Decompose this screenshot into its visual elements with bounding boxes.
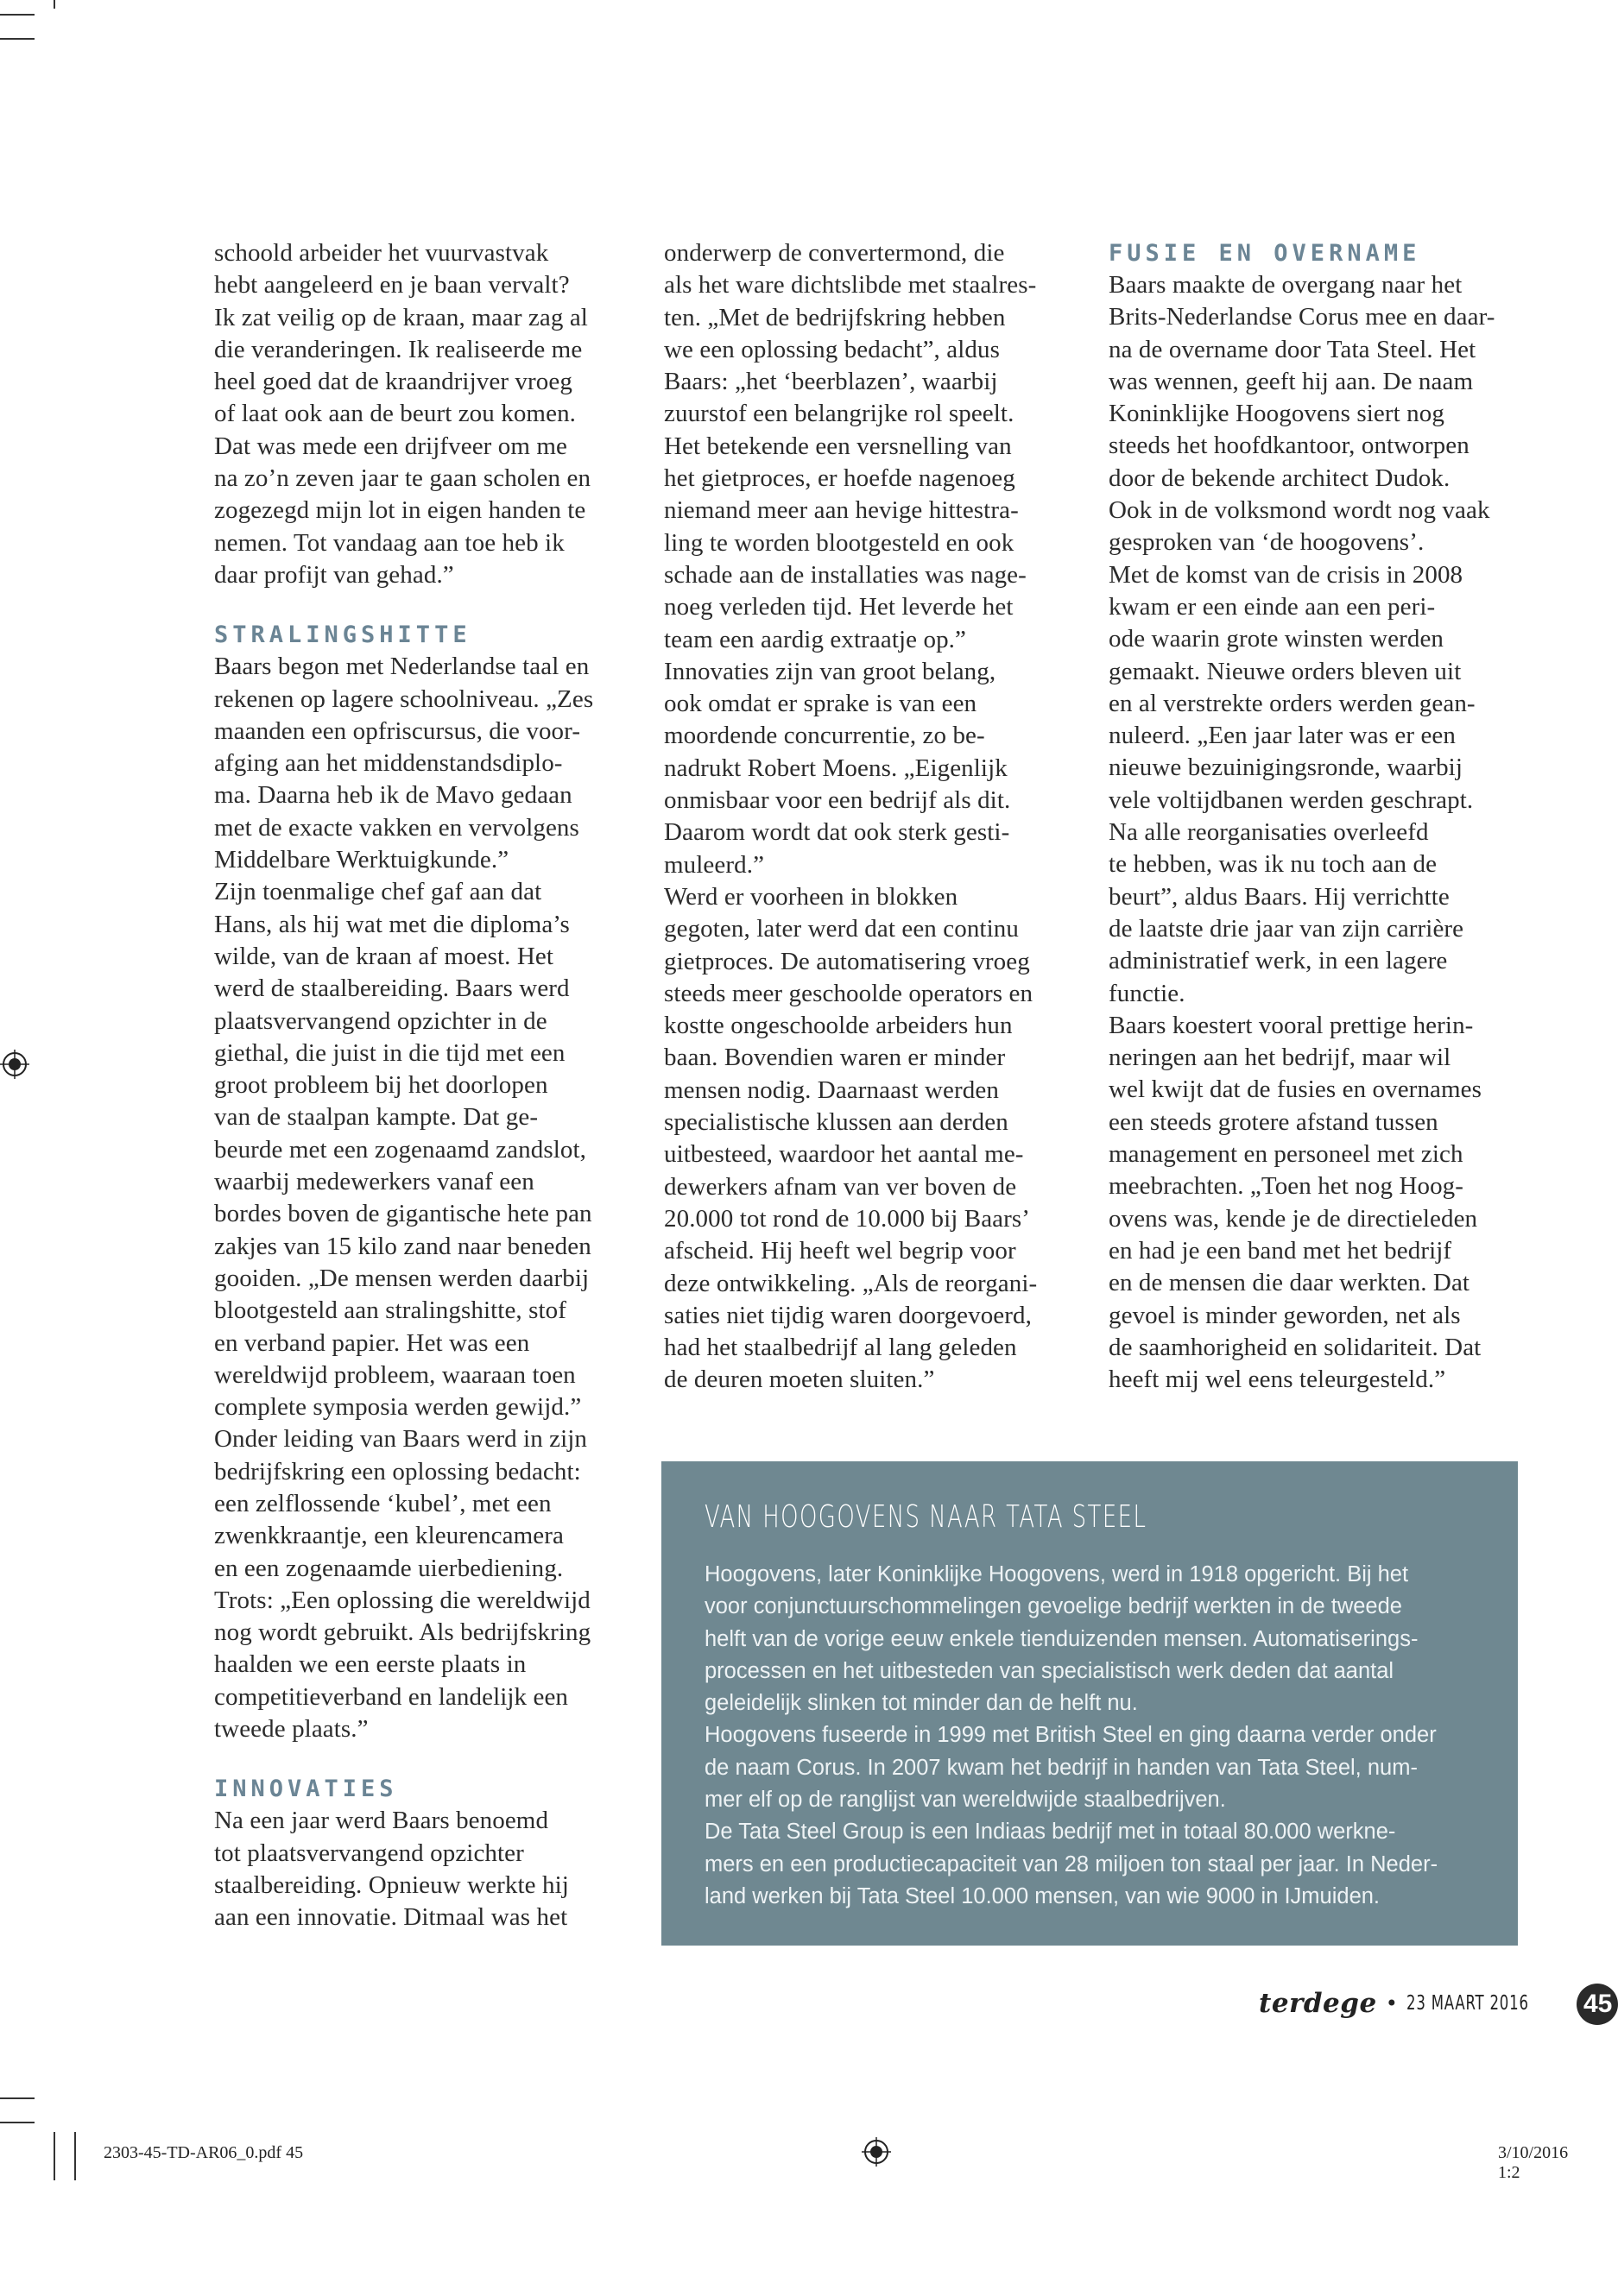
text-line: functie. [1109,979,1185,1007]
column-3-text [1109,269,1523,1396]
print-slug-left: 2303-45-TD-AR06_0.pdf 45 [104,2143,304,2162]
text-line: Dat was mede een drijfveer om me [214,432,568,460]
text-line: en de mensen die daar werkten. Dat [1109,1269,1470,1297]
text-line: zuurstof een belangrijke rol speelt. [664,400,1014,428]
text-line: ovens was, kende je de directieleden [1109,1204,1478,1233]
text-line: bordes boven de gigantische hete pan [214,1200,592,1228]
column-2-text [664,237,1078,1397]
text-line: door de bekende architect Dudok. [1109,464,1451,492]
text-line: beurde met een zogenaamd zandslot, [214,1135,586,1164]
text-line: complete symposia werden gewijd.” [214,1393,582,1422]
text-line: wel kwijt dat de fusies en overnames [1109,1075,1482,1104]
text-line: een steeds grotere afstand tussen [1109,1107,1438,1136]
crop-mark [0,38,35,40]
text-line: met de exacte vakken en vervolgens [214,813,579,842]
text-line: Ik zat veilig op de kraan, maar zag al [214,303,588,331]
text-line: onmisbaar voor een bedrijf als dit. [664,786,1011,815]
folio-separator: • [1385,1991,1398,2015]
text-line: na de overname door Tata Steel. Het [1109,335,1476,363]
text-line: Middelbare Werktuigkunde.” [214,846,509,874]
text-line: voor conjunctuurschommelingen gevoelige bedrijf werkten in de tweede [705,1594,1402,1619]
text-line: deze ontwikkeling. „Als de reorgani- [664,1269,1038,1297]
text-line: saties niet tijdig waren doorgevoerd, [664,1301,1032,1329]
crop-mark [0,2122,35,2123]
info-box-text [705,1559,1480,1913]
text-line: uitbesteed, waardoor het aantal me- [664,1140,1024,1169]
text-line: ode waarin grote winsten werden [1109,625,1444,653]
text-line: we een oplossing bedacht”, aldus [664,335,1000,363]
text-line: steeds meer geschoolde operators en [664,979,1033,1007]
intro-text [214,237,629,591]
text-line: staalbereiding. Opnieuw werkte hij [214,1870,569,1899]
text-line: hebt aangeleerd en je baan vervalt? [214,271,570,300]
section-heading-stralingshitte: STRALINGSHITTE [214,621,471,649]
text-line: Ook in de volksmond wordt nog vaak [1109,496,1490,525]
text-line: heel goed dat de kraandrijver vroeg [214,368,572,396]
text-line: noeg verleden tijd. Het leverde het [664,593,1014,621]
text-line: niemand meer aan hevige hittestra- [664,496,1019,525]
text-line: processen en het uitbesteden van specialistisch werk deden dat aantal [705,1658,1394,1683]
text-line: een zelflossende ‘kubel’, met een [214,1489,552,1517]
text-line: groot probleem bij het doorlopen [214,1071,548,1100]
text-line: team een aardig extraatje op.” [664,625,966,653]
text-line: onderwerp de convertermond, die [664,239,1005,267]
text-line: gegoten, later werd dat een continu [664,915,1019,943]
text-line: Koninklijke Hoogovens siert nog [1109,400,1444,428]
info-box-title: VAN HOOGOVENS NAAR TATA STEEL [705,1499,1147,1535]
page-folio [1259,1984,1559,2022]
text-line: Onder leiding van Baars werd in zijn [214,1425,588,1454]
text-line: die veranderingen. Ik realiseerde me [214,335,583,363]
text-line: muleerd.” [664,850,765,879]
text-line: waarbij medewerkers vanaf een [214,1168,534,1196]
text-line: na zo’n zeven jaar te gaan scholen en [214,464,591,493]
text-line: of laat ook aan de beurt zou komen. [214,400,577,428]
text-line: Het betekende een versnelling van [664,432,1012,460]
text-line: ten. „Met de bedrijfskring hebben [664,303,1006,331]
text-line: dewerkers afnam van ver boven de [664,1172,1017,1201]
text-line: tweede plaats.” [214,1715,369,1744]
crop-mark [74,2132,76,2180]
text-line: gietproces. De automatisering vroeg [664,947,1030,975]
text-line: plaatsvervangend opzichter in de [214,1006,547,1035]
text-line: schade aan de installaties was nage- [664,560,1027,589]
text-line: Baars maakte de overgang naar het [1109,271,1463,299]
text-line: was wennen, geeft hij aan. De naam [1109,367,1474,395]
article-column-2 [664,237,1078,1397]
text-line: blootgesteld aan stralingshitte, stof [214,1296,567,1325]
text-line: en verband papier. Het was een [214,1328,530,1357]
text-line: het gietproces, er hoefde nagenoeg [664,464,1015,493]
section-text-innovaties [214,1805,629,1933]
text-line: nuleerd. „Een jaar later was er een [1109,722,1457,750]
text-line: Werd er voorheen in blokken [664,882,958,911]
text-line: gesproken van ‘de hoogovens’. [1109,528,1425,557]
text-line: Na alle reorganisaties overleefd [1109,818,1429,847]
text-line: nadrukt Robert Moens. „Eigenlijk [664,754,1008,782]
text-line: Met de komst van de crisis in 2008 [1109,560,1463,589]
text-line: Na een jaar werd Baars benoemd [214,1807,549,1835]
text-line: management en personeel met zich [1109,1140,1463,1169]
text-line: mensen nodig. Daarnaast werden [664,1075,999,1104]
text-line: kostte ongeschoolde arbeiders hun [664,1012,1013,1040]
text-line: werd de staalbereiding. Baars werd [214,975,570,1003]
text-line: de saamhorigheid en solidariteit. Dat [1109,1333,1482,1361]
text-line: Innovaties zijn van groot belang, [664,657,996,685]
text-line: de naam Corus. In 2007 kwam het bedrijf in handen van Tata Steel, num- [705,1755,1418,1780]
crop-mark [0,14,35,16]
text-line: nog wordt gebruikt. Als bedrijfskring [214,1618,591,1647]
text-line: daar profijt van gehad.” [214,560,454,589]
section-text-stralingshitte [214,651,629,1745]
registration-mark-icon [862,2137,891,2167]
text-line: Baars: „het ‘beerblazen’, waarbij [664,368,998,396]
text-line: Hoogovens, later Koninklijke Hoogovens, werd in 1918 opgericht. Bij het [705,1562,1409,1586]
text-line: nemen. Tot vandaag aan toe heb ik [214,528,565,557]
text-line: Baars begon met Nederlandse taal en [214,653,590,681]
text-line: De Tata Steel Group is een Indiaas bedrijf met in totaal 80.000 werkne- [705,1820,1396,1845]
text-line: vele voltijdbanen werden geschrapt. [1109,785,1474,814]
text-line: van de staalpan kampte. Dat ge- [214,1103,539,1132]
text-line: Baars koestert vooral prettige herin- [1109,1011,1474,1039]
text-line: gemaakt. Nieuwe orders bleven uit [1109,657,1462,685]
text-line: rekenen op lagere schoolniveau. „Zes [214,684,594,713]
text-line: zogezegd mijn lot in eigen handen te [214,496,586,525]
text-line: schoold arbeider het vuurvastvak [214,239,549,267]
text-line: administratief werk, in een lagere [1109,947,1448,975]
text-line: bedrijfskring een oplossing bedacht: [214,1457,581,1485]
section-heading-innovaties: INNOVATIES [214,1776,398,1803]
text-line: wilde, van de kraan af moest. Het [214,942,554,970]
text-line: ling te worden blootgesteld en ook [664,528,1014,557]
text-line: Hans, als hij wat met die diploma’s [214,910,570,938]
text-line: afscheid. Hij heeft wel begrip voor [664,1237,1016,1265]
text-line: en al verstrekte orders werden gean- [1109,689,1476,717]
text-line: maanden een opfriscursus, die voor- [214,716,581,745]
text-line: mer elf op de ranglijst van wereldwijde staalbedrijven. [705,1788,1226,1813]
text-line: helft van de vorige eeuw enkele tienduizenden mensen. Automatiserings- [705,1626,1419,1651]
text-line: 20.000 tot rond de 10.000 bij Baars’ [664,1204,1031,1233]
crop-mark [54,0,55,9]
text-line: geleidelijk slinken tot minder dan de helft nu. [705,1691,1138,1716]
text-line: de deuren moeten sluiten.” [664,1366,935,1394]
text-line: te hebben, was ik nu toch aan de [1109,850,1438,879]
text-line: mers en een productiecapaciteit van 28 miljoen ton staal per jaar. In Neder- [705,1851,1438,1877]
text-line: gevoel is minder geworden, net als [1109,1301,1461,1329]
registration-mark-icon [0,1050,29,1079]
text-line: gooiden. „De mensen werden daarbij [214,1264,590,1292]
text-line: Hoogovens fuseerde in 1999 met British Steel en ging daarna verder onder [705,1723,1437,1748]
text-line: zakjes van 15 kilo zand naar beneden [214,1232,591,1260]
crop-mark [54,2132,55,2180]
text-line: steeds het hoofdkantoor, ontworpen [1109,432,1469,460]
text-line: haalden we een eerste plaats in [214,1650,527,1679]
crop-mark [0,2097,35,2099]
text-line: competitieverband en landelijk een [214,1682,569,1711]
text-line: giethal, die juist in die tijd met een [214,1038,566,1067]
text-line: had het staalbedrijf al lang geleden [664,1334,1017,1362]
text-line: de laatste drie jaar van zijn carrière [1109,914,1464,943]
page-number: 45 [1577,1984,1618,2025]
text-line: wereldwijd probleem, waaraan toen [214,1360,576,1389]
section-heading-fusie-en-overname: FUSIE EN OVERNAME [1109,240,1421,267]
text-line: ma. Daarna heb ik de Mavo gedaan [214,781,572,810]
text-line: en een zogenaamde uierbediening. [214,1554,564,1582]
text-line: land werken bij Tata Steel 10.000 mensen, van wie 9000 in IJmuiden. [705,1883,1381,1908]
issue-date: 23 MAART 2016 [1406,1992,1529,2015]
info-box [661,1461,1518,1946]
print-slug-right: 3/10/2016 1:2 [1498,2143,1569,2182]
text-line: nieuwe bezuinigingsronde, waarbij [1109,754,1463,782]
text-line: meebrachten. „Toen het nog Hoog- [1109,1172,1464,1201]
text-line: Brits-Nederlandse Corus mee en daar- [1109,303,1495,331]
text-line: baan. Bovendien waren er minder [664,1044,1006,1072]
text-line: Trots: „Een oplossing die wereldwijd [214,1586,591,1614]
text-line: Zijn toenmalige chef gaf aan dat [214,878,542,906]
text-line: zwenkkraantje, een kleurencamera [214,1522,564,1550]
text-line: specialistische klussen aan derden [664,1108,1008,1137]
text-line: tot plaatsvervangend opzichter [214,1839,524,1867]
text-line: aan een innovatie. Ditmaal was het [214,1903,568,1932]
text-line: Daarom wordt dat ook sterk gesti- [664,818,1010,847]
text-line: beurt”, aldus Baars. Hij verrichtte [1109,882,1450,911]
text-line: kwam er een einde aan een peri- [1109,592,1436,621]
article-column-3 [1109,237,1523,1396]
text-line: als het ware dichtslibde met staalres- [664,271,1037,300]
text-line: ook omdat er sprake is van een [664,690,977,718]
text-line: afging aan het middenstandsdiplo- [214,749,563,778]
text-line: heeft mij wel eens teleurgesteld.” [1109,1366,1446,1394]
text-line: en had je een band met het bedrijf [1109,1236,1452,1265]
article-column-1 [214,237,629,1934]
magazine-logo: terdege [1259,1988,1377,2019]
text-line: moordende concurrentie, zo be- [664,722,985,750]
text-line: neringen aan het bedrijf, maar wil [1109,1044,1451,1072]
